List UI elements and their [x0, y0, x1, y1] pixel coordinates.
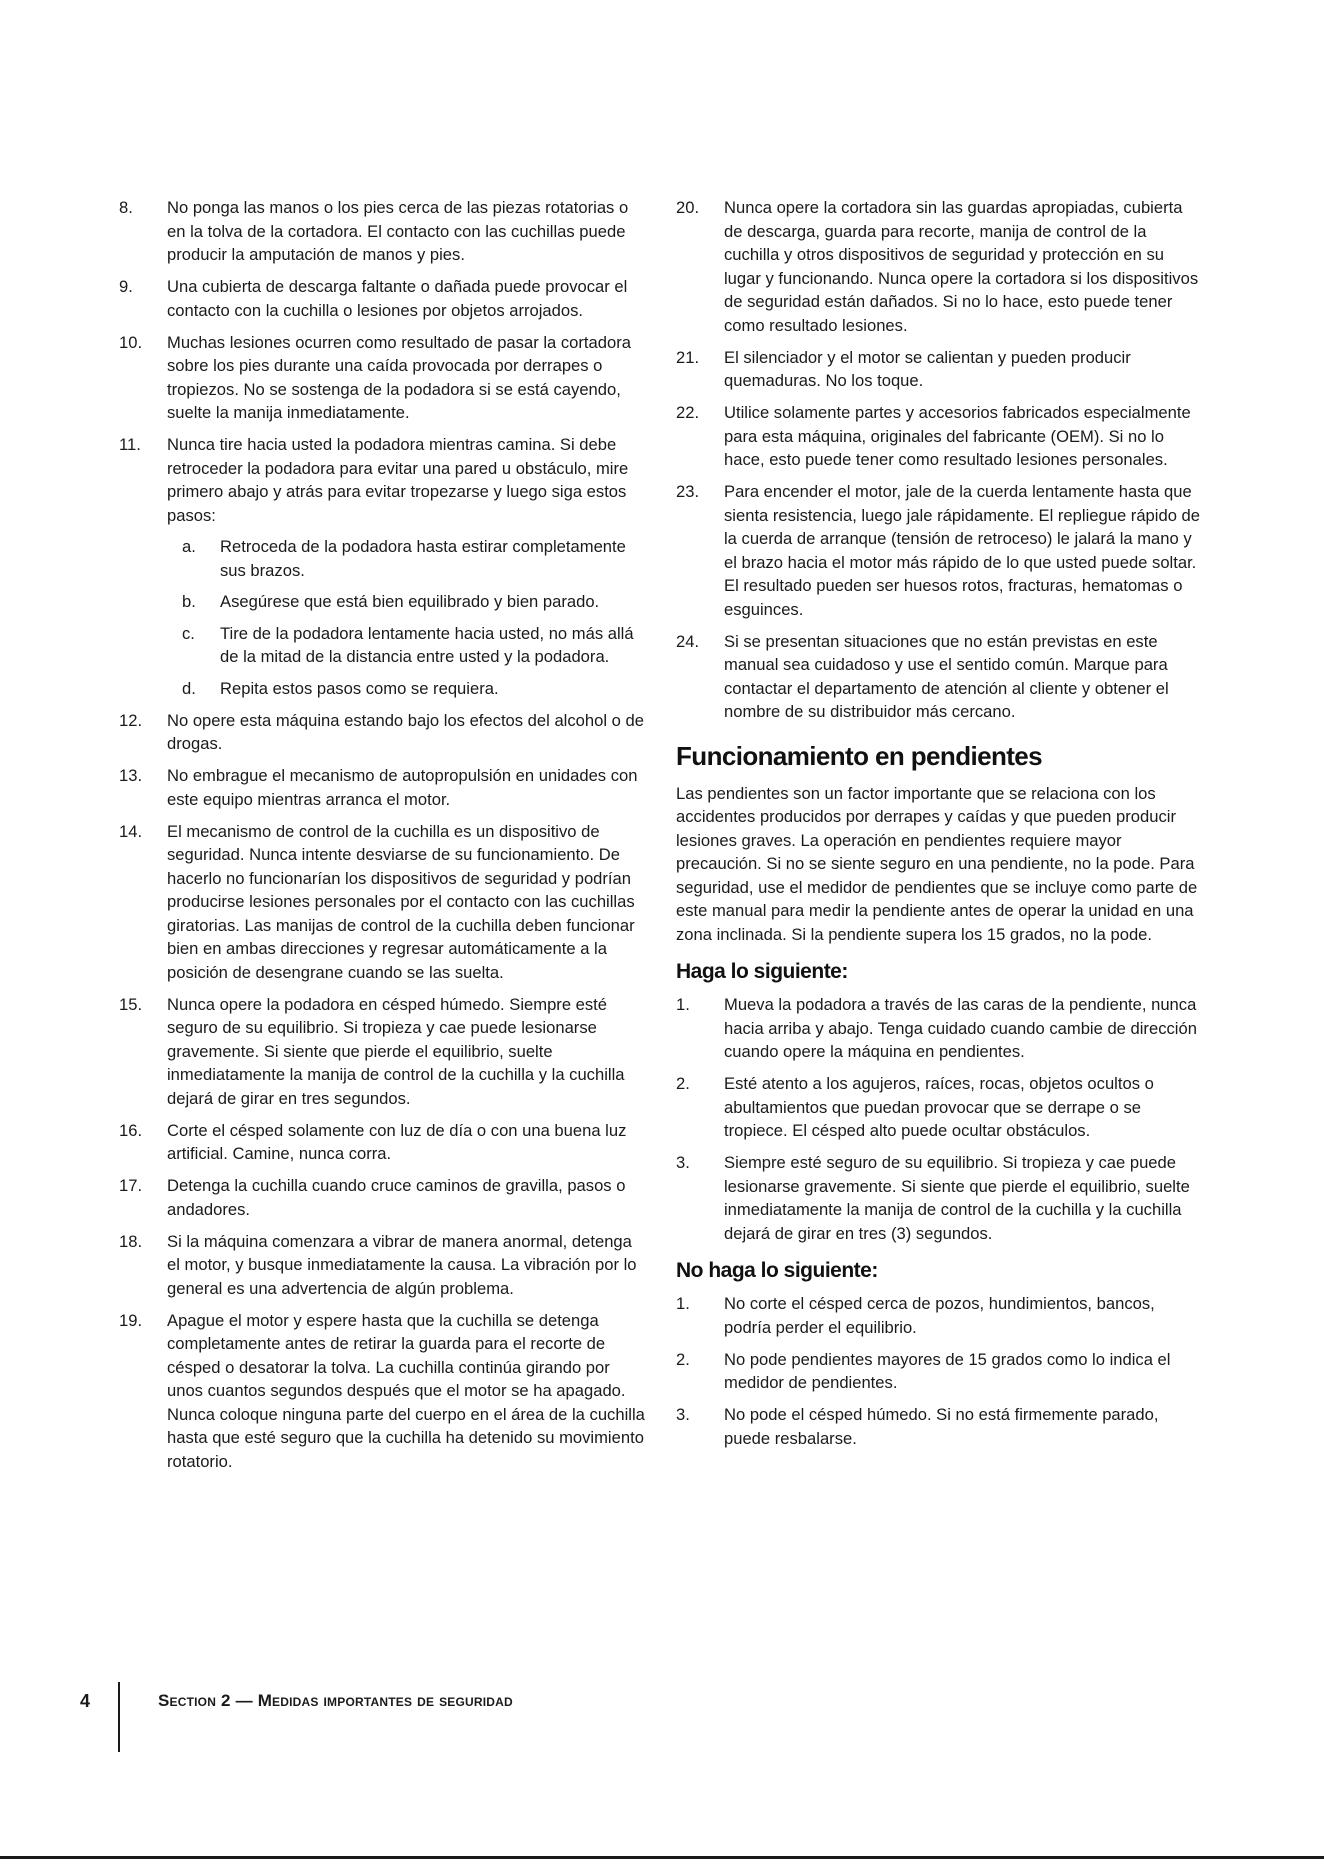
item-number: 18.: [119, 1231, 143, 1251]
list-item: [676, 346, 1204, 393]
list-item: [119, 709, 649, 756]
item-number: 16.: [119, 1120, 143, 1140]
sub-item-letter: b.: [182, 592, 196, 611]
list-item: [119, 1174, 649, 1221]
item-text: Siempre esté seguro de su equilibrio. Si tropieza y cae puede lesionarse gravemente. Si siente que pierde el equilibrio, suelte inmediatamente la manija de control de la cuchilla y la cuchilla dejará de girar en tres (3) segundos.: [724, 1153, 1190, 1243]
item-text: Nunca opere la podadora en césped húmedo. Siempre esté seguro de su equilibrio. Si tropieza y cae puede lesionarse gravemente. Si siente que pierde el equilibrio, suelte inmediatamente la manija de control de la cuchilla y la cuchilla dejará de girar en tres segundos.: [167, 994, 625, 1108]
item-text: Utilice solamente partes y accesorios fabricados especialmente para esta máquina, originales del fabricante (OEM). Si no lo hace, esto puede tener como resultado lesiones personales.: [724, 403, 1191, 469]
item-number: 22.: [676, 403, 700, 422]
item-number: 1.: [676, 1294, 690, 1313]
item-text: El silenciador y el motor se calientan y pueden producir quemaduras. No los toque.: [724, 347, 1131, 390]
footer-section-title: Section 2 — Medidas importantes de seguridad: [158, 1691, 513, 1710]
item-text: El mecanismo de control de la cuchilla es un dispositivo de seguridad. Nunca intente desviarse de su funcionamiento. De hacerlo no funcionarían los dispositivos de seguridad y podrían producirse lesiones personales por el contacto con las cuchillas giratorias. Las manijas de control de la cuchilla deben funcionar bien en ambas direcciones y regresar automáticamente a la posición de desengrane cuando se las suelta.: [167, 821, 635, 982]
list-item: [676, 1403, 1204, 1450]
footer-divider: [118, 1682, 120, 1752]
item-text: Detenga la cuchilla cuando cruce caminos de gravilla, pasos o andadores.: [167, 1176, 626, 1219]
item-number: 15.: [119, 994, 143, 1014]
item-text: Corte el césped solamente con luz de día o con una buena luz artificial. Camine, nunca corra.: [167, 1120, 627, 1163]
item-text: No pode el césped húmedo. Si no está firmemente parado, puede resbalarse.: [724, 1405, 1159, 1448]
list-item: [676, 480, 1204, 621]
item-number: 21.: [676, 347, 700, 367]
item-number: 2.: [676, 1349, 690, 1369]
do-heading: Haga lo siguiente:: [676, 960, 848, 983]
item-number: 1.: [676, 995, 690, 1014]
sub-list-item: [167, 590, 649, 614]
safety-list-right: [676, 196, 1204, 724]
safety-list-left: [119, 196, 649, 1473]
sub-item-letter: a.: [182, 537, 196, 556]
item-text: Muchas lesiones ocurren como resultado de pasar la cortadora sobre los pies durante una caída provocada por derrapes o tropiezos. No se sostenga de la podadora si se está cayendo, suelte la manija inmediatamente.: [167, 332, 631, 422]
page-number: 4: [80, 1691, 91, 1711]
item-number: 12.: [119, 710, 143, 730]
list-item: [676, 630, 1204, 724]
sub-list-item: [167, 677, 649, 701]
list-item: [676, 993, 1204, 1064]
sub-item-text: Tire de la podadora lentamente hacia usted, no más allá de la mitad de la distancia entre usted y la podadora.: [220, 623, 634, 666]
list-item: [119, 1230, 649, 1301]
item-text: Una cubierta de descarga faltante o dañada puede provocar el contacto con la cuchilla o lesiones por objetos arrojados.: [167, 277, 628, 320]
list-item: [676, 196, 1204, 337]
page-bottom-rule: [0, 1856, 1324, 1859]
list-item: [119, 993, 649, 1111]
item-text: Nunca opere la cortadora sin las guardas apropiadas, cubierta de descarga, guarda para recorte, manija de control de la cuchilla y otros dispositivos de seguridad y protección en su lugar y funcionando. Nunca opere la cortadora si los dispositivos de seguridad están dañados. Si no lo hace, esto puede tener como resultado lesiones.: [724, 198, 1199, 335]
item-number: 14.: [119, 821, 143, 841]
sub-item-text: Retroceda de la podadora hasta estirar completamente sus brazos.: [220, 537, 626, 580]
list-item: [119, 764, 649, 811]
item-number: 9.: [119, 277, 133, 296]
list-item: [676, 1072, 1204, 1143]
sub-list-item: [167, 535, 649, 582]
list-item: [119, 1309, 649, 1474]
item-number: 8.: [119, 198, 133, 217]
item-number: 23.: [676, 482, 700, 501]
item-text: Nunca tire hacia usted la podadora mientras camina. Si debe retroceder la podadora para evitar una pared u obstáculo, mire primero abajo y atrás para evitar tropezarse y luego siga estos pasos:: [167, 435, 629, 525]
list-item: [119, 433, 649, 700]
item-number: 2.: [676, 1074, 690, 1093]
sub-list-item: [167, 622, 649, 669]
sub-steps-list: [167, 535, 649, 700]
item-text: Esté atento a los agujeros, raíces, rocas, objetos ocultos o abultamientos que puedan provocar que se derrape o se tropiece. El césped alto puede ocultar obstáculos.: [724, 1074, 1154, 1140]
item-text: Apague el motor y espere hasta que la cuchilla se detenga completamente antes de retirar la guarda para el recorte de césped o desatorar la tolva. La cuchilla continúa girando por unos cuantos segundos después que el motor se ha apagado. Nunca coloque ninguna parte del cuerpo en el área de la cuchilla hasta que esté seguro que la cuchilla ha detenido su movimiento rotatorio.: [167, 1310, 645, 1471]
list-item: [676, 401, 1204, 472]
sub-item-letter: d.: [182, 678, 196, 698]
do-list: [676, 993, 1204, 1245]
item-text: No ponga las manos o los pies cerca de las piezas rotatorias o en la tolva de la cortadora. El contacto con las cuchillas puede producir la amputación de manos y pies.: [167, 198, 629, 264]
item-text: Para encender el motor, jale de la cuerda lentamente hasta que sienta resistencia, luego jale rápidamente. El repliegue rápido de la cuerda de arranque (tensión de retroceso) le jalará la mano y el brazo hacia el motor más rápido de lo que usted puede soltar. El resultado pueden ser huesos rotos, fracturas, hematomas o esguinces.: [724, 482, 1200, 619]
list-item: [676, 1151, 1204, 1245]
item-number: 13.: [119, 766, 143, 785]
sub-item-text: Repita estos pasos como se requiera.: [220, 678, 499, 698]
item-number: 10.: [119, 332, 143, 352]
item-text: Si se presentan situaciones que no están previstas en este manual sea cuidadoso y use el sentido común. Marque para contactar el departamento de atención al cliente y obtener el nombre de su distribuidor más cercano.: [724, 631, 1169, 721]
sub-item-text: Asegúrese que está bien equilibrado y bien parado.: [220, 592, 600, 611]
list-item: [119, 1119, 649, 1166]
item-text: No embrague el mecanismo de autopropulsión en unidades con este equipo mientras arranca el motor.: [167, 766, 638, 809]
item-number: 20.: [676, 198, 700, 217]
item-number: 19.: [119, 1310, 143, 1330]
list-item: [119, 275, 649, 322]
dont-list: [676, 1292, 1204, 1450]
sub-item-letter: c.: [182, 623, 195, 643]
list-item: [119, 331, 649, 425]
list-item: [676, 1292, 1204, 1339]
item-number: 3.: [676, 1405, 690, 1424]
item-number: 3.: [676, 1153, 690, 1172]
dont-heading: No haga lo siguiente:: [676, 1259, 878, 1282]
item-text: No opere esta máquina estando bajo los efectos del alcohol o de drogas.: [167, 710, 644, 753]
left-column: [119, 196, 649, 1482]
list-item: [119, 196, 649, 267]
item-text: No corte el césped cerca de pozos, hundimientos, bancos, podría perder el equilibrio.: [724, 1294, 1155, 1337]
item-number: 17.: [119, 1176, 143, 1195]
right-column: [676, 196, 1204, 1459]
list-item: [119, 820, 649, 985]
item-number: 24.: [676, 631, 700, 651]
slopes-section-heading: Funcionamiento en pendientes: [676, 740, 1043, 771]
item-text: Mueva la podadora a través de las caras de la pendiente, nunca hacia arriba y abajo. Tenga cuidado cuando cambie de dirección cuando opere la máquina en pendientes.: [724, 995, 1197, 1061]
list-item: [676, 1348, 1204, 1395]
item-number: 11.: [119, 435, 141, 454]
slopes-intro-paragraph: Las pendientes son un factor importante que se relaciona con los accidentes producidos por derrapes y caídas y que pueden producir lesiones graves. La operación en pendientes requiere mayor precaución. Si no se siente seguro en una pendiente, no la pode. Para seguridad, use el medidor de pendientes que se incluye como parte de este manual para medir la pendiente antes de operar la unidad en una zona inclinada. Si la pendiente supera los 15 grados, no la pode.: [676, 783, 1198, 944]
item-text: Si la máquina comenzara a vibrar de manera anormal, detenga el motor, y busque inmediatamente la causa. La vibración por lo general es una advertencia de algún problema.: [167, 1231, 637, 1298]
item-text: No pode pendientes mayores de 15 grados como lo indica el medidor de pendientes.: [724, 1349, 1171, 1392]
